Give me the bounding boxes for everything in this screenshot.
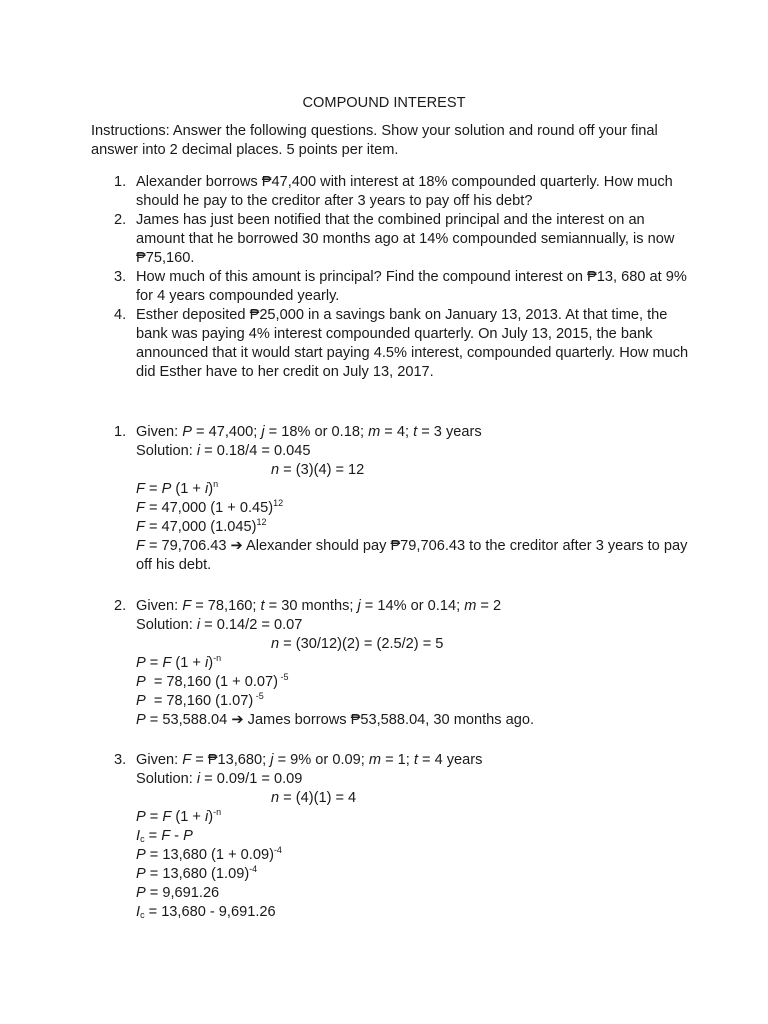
solution-ic-step: $I_c = 13,680 - 9,691.26$ [136,904,276,920]
solution-step: P = 13,680 $(1.09)^{-4}$ [136,864,258,882]
question-list [91,173,691,382]
question-text: Alexander borrows ₱47,400 with interest at 18% compounded quarterly. How much should he pay to the creditor after 3 years to pay off his debt? [136,174,673,209]
solution-step: P = 9,691.26 [136,885,220,901]
question-number: 4. [114,307,127,323]
question-text: James has just been notified that the combined principal and the interest on an amount that he borrowed 30 months ago at 14% compounded semiannually, is now ₱75,160. [136,212,675,266]
solution-result: P = 53,588.04 ➔ James borrows ₱53,588.04, 30 months ago. [136,712,535,728]
solution-formula: P = F $(1 + i)^{-n}$ [136,807,222,825]
solution-ic-formula: $I_c = F - P$ [136,828,193,844]
solution-given: 2. Given: F = 78,160; t = 30 months; j = 14% or 0.14; m = 2 [114,598,502,614]
question-number: 2. [114,212,127,228]
solution-1 [91,423,691,575]
solution-step: P = 13,680 $(1 + 0.09)^{-4}$ [136,845,282,863]
solution-formula: F = P $(1 + i)^n$ [136,479,219,497]
question-item [91,306,691,382]
solution-step: F = 47,000 $(1.045)^{12}$ [136,517,267,535]
solution-interest-rate: Solution: i = 0.09/1 = 0.09 [136,771,303,787]
solution-step: P = 78,160 (1 + 0.07) $^{-5}$ [136,672,289,690]
solution-periods: n = (3)(4) = 12 [271,462,365,478]
question-number: 3. [114,269,127,285]
question-text: Esther deposited ₱25,000 in a savings bank on January 13, 2013. At that time, the bank was paying 4% interest compounded quarterly. On July 13, 2015, the bank announced that it would start paying 4.5% interest, compounded quarterly. How much did Esther have to her credit on July 13, 2017. [136,307,689,380]
instructions-paragraph: Instructions: Answer the following questions. Show your solution and round off your final answer into 2 decimal places. 5 points per item. [91,123,658,158]
solution-periods: n = (4)(1) = 4 [271,790,357,806]
question-text: How much of this amount is principal? Find the compound interest on ₱13, 680 at 9% for 4 years compounded yearly. [136,269,687,304]
solution-periods: n = (30/12)(2) = (2.5/2) = 5 [271,636,444,652]
arrow-right-icon: ➔ [230,538,243,554]
page-title: COMPOUND INTEREST [302,95,466,111]
solution-step: P = 78,160 (1.07) $^{-5}$ [136,691,264,709]
solution-interest-rate: Solution: i = 0.18/4 = 0.045 [136,443,311,459]
question-item [91,211,691,268]
question-item [91,268,691,306]
solution-given: 3. Given: F = ₱13,680; j = 9% or 0.09; m = 1; t = 4 years [114,752,483,768]
solution-2 [91,597,691,730]
solution-formula: P = F $(1 + i)^{-n}$ [136,653,222,671]
arrow-right-icon: ➔ [231,712,244,728]
question-item [91,173,691,211]
solution-result: F = 79,706.43 ➔ Alexander should pay ₱79,706.43 to the creditor after 3 years to pay off his debt. [136,538,688,573]
solution-3 [91,751,691,922]
solution-step: F = 47,000 $(1 + 0.45)^{12}$ [136,498,284,516]
solution-interest-rate: Solution: i = 0.14/2 = 0.07 [136,617,303,633]
question-number: 1. [114,174,127,190]
solution-given: 1. Given: P = 47,400; j = 18% or 0.18; m = 4; t = 3 years [114,424,482,440]
